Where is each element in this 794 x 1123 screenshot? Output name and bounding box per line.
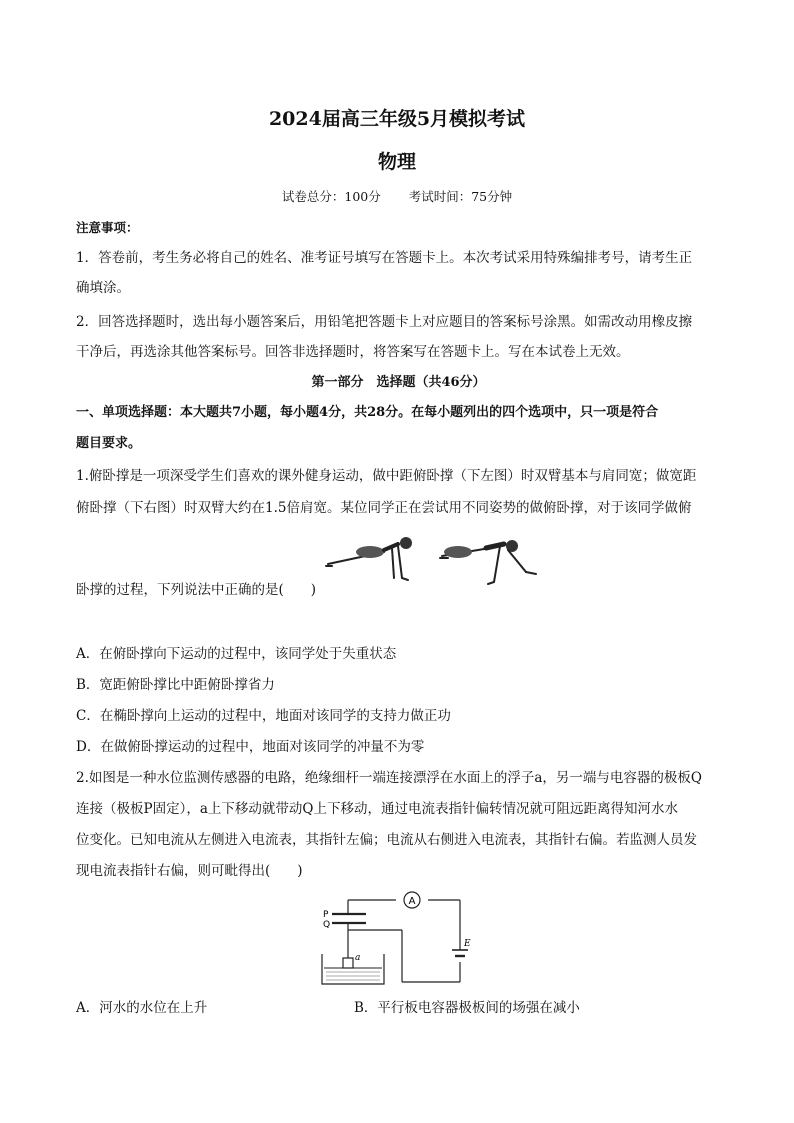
pushup-left-figure	[326, 537, 412, 580]
section-line2: 题目要求。	[76, 436, 142, 451]
part1-heading: 第一部分 选择题（共46分）	[311, 375, 486, 390]
ammeter-label: A	[408, 896, 416, 907]
total-score: 试卷总分：100分	[281, 189, 381, 204]
exam-time: 考试时间：75分钟	[408, 189, 513, 204]
q1-line1: 1.俯卧撑是一项深受学生们喜欢的课外健身运动，做中距俯卧撑（下左图）时双臂基本与肩同宽；做宽距	[76, 468, 697, 484]
plate-p-label: P	[323, 910, 329, 920]
q2-line4: 现电流表指针右偏，则可毗得出( )	[76, 863, 303, 879]
float-a-label: a	[355, 953, 361, 963]
q2-line1: 2.如图是一种水位监测传感器的电路，绝缘细杆一端连接漂浮在水面上的浮子a，另一端与电容器的极板Q	[76, 770, 702, 786]
q1-option-d: D．在做俯卧撑运动的过程中，地面对该同学的冲量不为零	[76, 739, 425, 755]
q1-option-a: A．在俯卧撑向下运动的过程中，该同学处于失重状态	[76, 646, 397, 662]
q1-line2: 俯卧撑（下右图）时双臂大约在1.5倍肩宽。某位同学正在尝试用不同姿势的做俯卧撑，对于该同学做俯	[76, 500, 692, 516]
q1-line3: 卧撑的过程，下列说法中正确的是( )	[76, 582, 317, 598]
q1-option-b: B．宽距俯卧撑比中距俯卧撑省力	[76, 677, 275, 693]
q1-option-c: C．在椭卧撑向上运动的过程中，地面对该同学的支持力做正功	[76, 708, 451, 724]
notice-item2-line2: 干净后，再选涂其他答案标号。回答非选择题时，将答案写在答题卡上。写在本试卷上无效。	[76, 344, 630, 360]
notice-item1-line1: 1．答卷前，考生务必将自己的姓名、准考证号填写在答题卡上。本次考试采用特殊编排考号，请考生正	[76, 250, 693, 266]
pushup-right-figure	[440, 540, 536, 584]
circuit-figure	[318, 890, 474, 988]
notice-heading: 注意事项：	[76, 220, 139, 235]
q2-line3: 位变化。已知电流从左侧进入电流表，其指针左偏；电流从右侧进入电流表，其指针右偏。若监测人员发	[76, 832, 697, 848]
notice-item2-line1: 2．回答选择题时，选出每小题答案后，用铅笔把答题卡上对应题目的答案标号涂黑。如需改动用橡皮擦	[76, 314, 693, 330]
exam-meta	[0, 187, 794, 205]
q2-line2: 连接（极板P固定），a上下移动就带动Q上下移动，通过电流表指针偏转情况就可阻远距离得知河水水	[76, 801, 678, 817]
float-a-box	[343, 958, 353, 968]
emf-label: E	[464, 939, 471, 949]
section-line1: 一、单项选择题：本大题共7小题，每小题4分，共28分。在每小题列出的四个选项中，只一项是符合	[76, 405, 659, 420]
subject-title: 物理	[377, 151, 416, 173]
water-surface	[324, 968, 382, 980]
q2-option-a: A．河水的水位在上升	[76, 1000, 208, 1016]
exam-title: 2024届高三年级5月模拟考试	[268, 108, 526, 130]
plate-q-label: Q	[323, 920, 331, 930]
notice-item1-line2: 确填涂。	[76, 280, 130, 296]
q2-option-b: B．平行板电容器极板间的场强在减小	[354, 1000, 580, 1016]
